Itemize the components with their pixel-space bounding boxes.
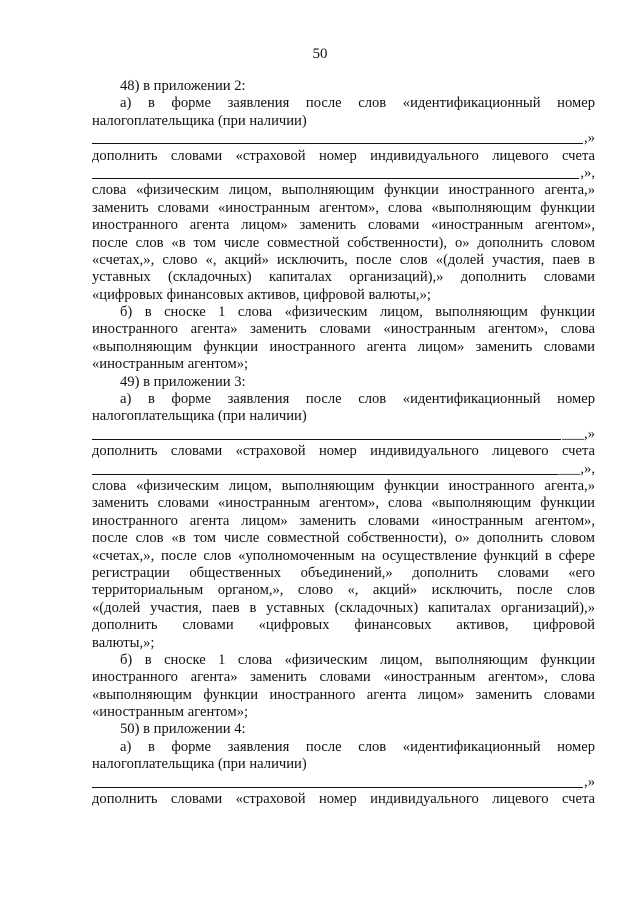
text-line: а) в форме заявления после слов «идентификационный номер bbox=[120, 95, 595, 112]
text-line: иностранного агента лицом» заменить словами «иностранным агентом», bbox=[92, 512, 595, 529]
text-line: налогоплательщика (при наличии) bbox=[92, 112, 307, 129]
underline-rule bbox=[92, 439, 561, 440]
text-line: дополнить словами «страховой номер индивидуального лицевого счета bbox=[92, 443, 595, 460]
fill-line-tail: ___,», bbox=[558, 460, 595, 477]
text-line: «счетах,», слово «, акций» исключить, после слов «(долей участия, паев в bbox=[92, 251, 595, 268]
underline-rule bbox=[92, 787, 583, 788]
text-line: заменить словами «иностранным агентом», слова «выполняющим функции bbox=[92, 199, 595, 216]
text-line: дополнить словами «страховой номер индивидуального лицевого счета bbox=[92, 147, 595, 164]
text-line: иностранного агента» заменить словами «иностранным агентом», слова bbox=[92, 669, 595, 686]
text-line: валюты,»; bbox=[92, 634, 155, 651]
text-line: налогоплательщика (при наличии) bbox=[92, 756, 307, 773]
text-line: после слов «в том числе совместной собственности), о» дополнить словом bbox=[92, 530, 595, 547]
text-line: слова «физическим лицом, выполняющим функции иностранного агента,» bbox=[92, 477, 595, 494]
text-line: заменить словами «иностранным агентом», слова «выполняющим функции bbox=[92, 495, 595, 512]
text-line: налогоплательщика (при наличии) bbox=[92, 408, 307, 425]
fill-line-tail: ,» bbox=[584, 773, 595, 790]
text-line: «цифровых финансовых активов, цифровой валюты,»; bbox=[92, 286, 431, 303]
text-line: иностранного агента лицом» заменить словами «иностранным агентом», bbox=[92, 217, 595, 234]
text-line: б) в сноске 1 слова «физическим лицом, выполняющим функции bbox=[120, 651, 595, 668]
text-line: дополнить словами «страховой номер индивидуального лицевого счета bbox=[92, 791, 595, 808]
page-number: 50 bbox=[312, 46, 328, 62]
text-line: а) в форме заявления после слов «идентификационный номер bbox=[120, 738, 595, 755]
document-body bbox=[92, 78, 595, 808]
text-line: а) в форме заявления после слов «идентификационный номер bbox=[120, 391, 595, 408]
blank-fill-line bbox=[92, 165, 595, 182]
text-line: «выполняющим функции иностранного агента лицом» заменить словами bbox=[92, 338, 595, 355]
text-line: 48) в приложении 2: bbox=[120, 78, 246, 94]
fill-line-tail: ,» bbox=[584, 130, 595, 147]
text-line: дополнить словами «цифровых финансовых активов, цифровой bbox=[92, 617, 595, 634]
text-line: регистрации общественных объединений,» дополнить словами «его bbox=[92, 564, 595, 581]
text-line: слова «физическим лицом, выполняющим функции иностранного агента,» bbox=[92, 182, 595, 199]
underline-rule bbox=[92, 143, 583, 144]
blank-fill-line bbox=[92, 774, 595, 791]
blank-fill-line bbox=[92, 461, 595, 478]
fill-line-tail: ___,» bbox=[562, 425, 595, 442]
text-line: «выполняющим функции иностранного агента лицом» заменить словами bbox=[92, 686, 595, 703]
text-line: «иностранным агентом»; bbox=[92, 704, 249, 721]
text-line: после слов «в том числе совместной собственности), о» дополнить словом bbox=[92, 234, 595, 251]
underline-rule bbox=[92, 178, 579, 179]
underline-rule bbox=[92, 474, 558, 475]
fill-line-tail: ,», bbox=[580, 164, 595, 181]
text-line: 49) в приложении 3: bbox=[120, 373, 246, 390]
text-line: «(долей участия, паев в уставных (складочных) капиталах организаций),» bbox=[92, 599, 595, 616]
blank-fill-line bbox=[92, 130, 595, 147]
blank-fill-line bbox=[92, 426, 595, 443]
text-line: «иностранным агентом»; bbox=[92, 356, 249, 373]
text-line: 50) в приложении 4: bbox=[120, 721, 246, 738]
text-line: территориальным органом,», слово «, акций» исключить, после слов bbox=[92, 582, 595, 599]
text-line: иностранного агента» заменить словами «иностранным агентом», слова bbox=[92, 321, 595, 338]
text-line: б) в сноске 1 слова «физическим лицом, выполняющим функции bbox=[120, 304, 595, 321]
text-line: уставных (складочных) капиталах организаций),» дополнить словами bbox=[92, 269, 595, 286]
text-line: «счетах,», после слов «уполномоченным на осуществление функций в сфере bbox=[92, 547, 595, 564]
